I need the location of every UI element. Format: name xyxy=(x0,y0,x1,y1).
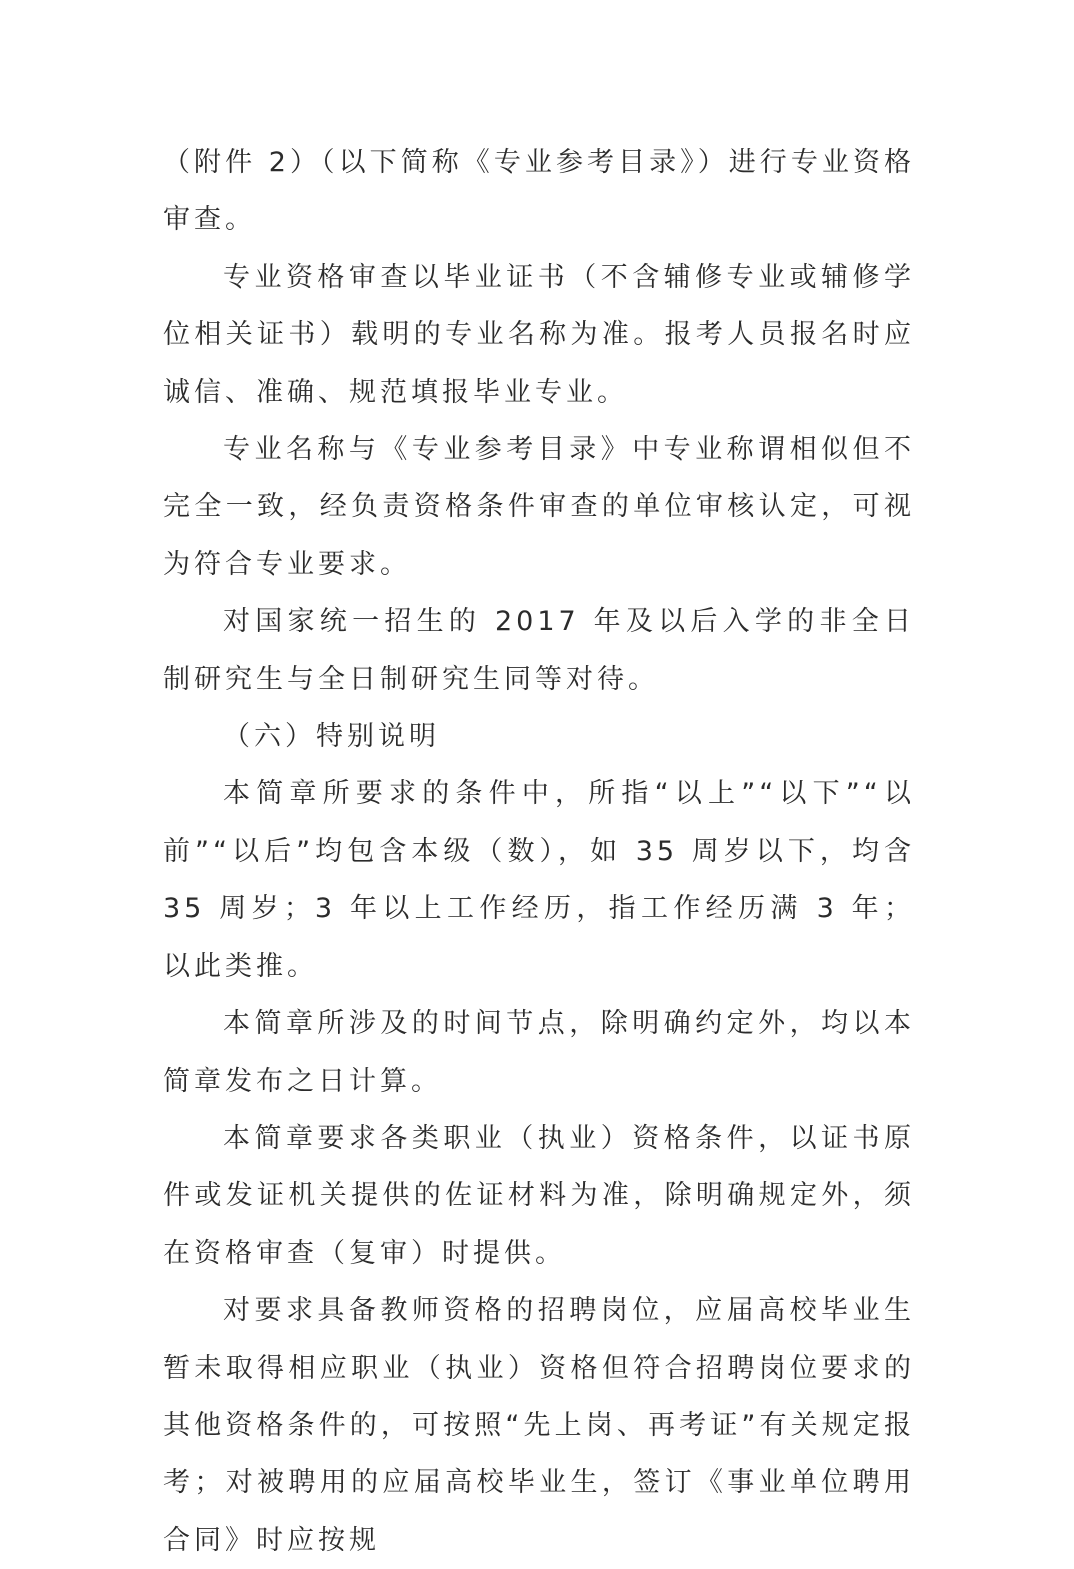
paragraph-part-time-graduates: 对国家统一招生的 2017 年及以后入学的非全日制研究生与全日制研究生同等对待。 xyxy=(163,606,915,695)
document-body xyxy=(163,134,915,1569)
paragraph-teacher-qualification: 对要求具备教师资格的招聘岗位，应届高校毕业生暂未取得相应职业（执业）资格但符合招聘岗位要求的其他资格条件的，可按照“先上岗、再考证”有关规定报考；对被聘用的应届高校毕业生，签订《事业单位聘用合同》时应按规 xyxy=(163,1295,915,1556)
paragraph-qualification-review: 专业资格审查以毕业证书（不含辅修专业或辅修学位相关证书）载明的专业名称为准。报考人员报名时应诚信、准确、规范填报毕业专业。 xyxy=(163,261,915,408)
paragraph-similar-major-names: 专业名称与《专业参考目录》中专业称谓相似但不完全一致，经负责资格条件审查的单位审核认定，可视为符合专业要求。 xyxy=(163,434,915,580)
paragraph-inclusive-terms: 本简章所要求的条件中，所指“以上”“以下”“以前”“以后”均包含本级（数），如 35 周岁以下，均含 35 周岁；3 年以上工作经历，指工作经历满 3 年；以此类推。 xyxy=(163,778,915,982)
paragraph-time-reference: 本简章所涉及的时间节点，除明确约定外，均以本简章发布之日计算。 xyxy=(163,1008,915,1097)
section-heading-special-notes: （六）特别说明 xyxy=(223,721,440,753)
paragraph-certificates: 本简章要求各类职业（执业）资格条件，以证书原件或发证机关提供的佐证材料为准，除明确规定外，须在资格审查（复审）时提供。 xyxy=(163,1122,915,1269)
paragraph-continuation: （附件 2）（以下简称《专业参考目录》）进行专业资格审查。 xyxy=(163,147,915,236)
